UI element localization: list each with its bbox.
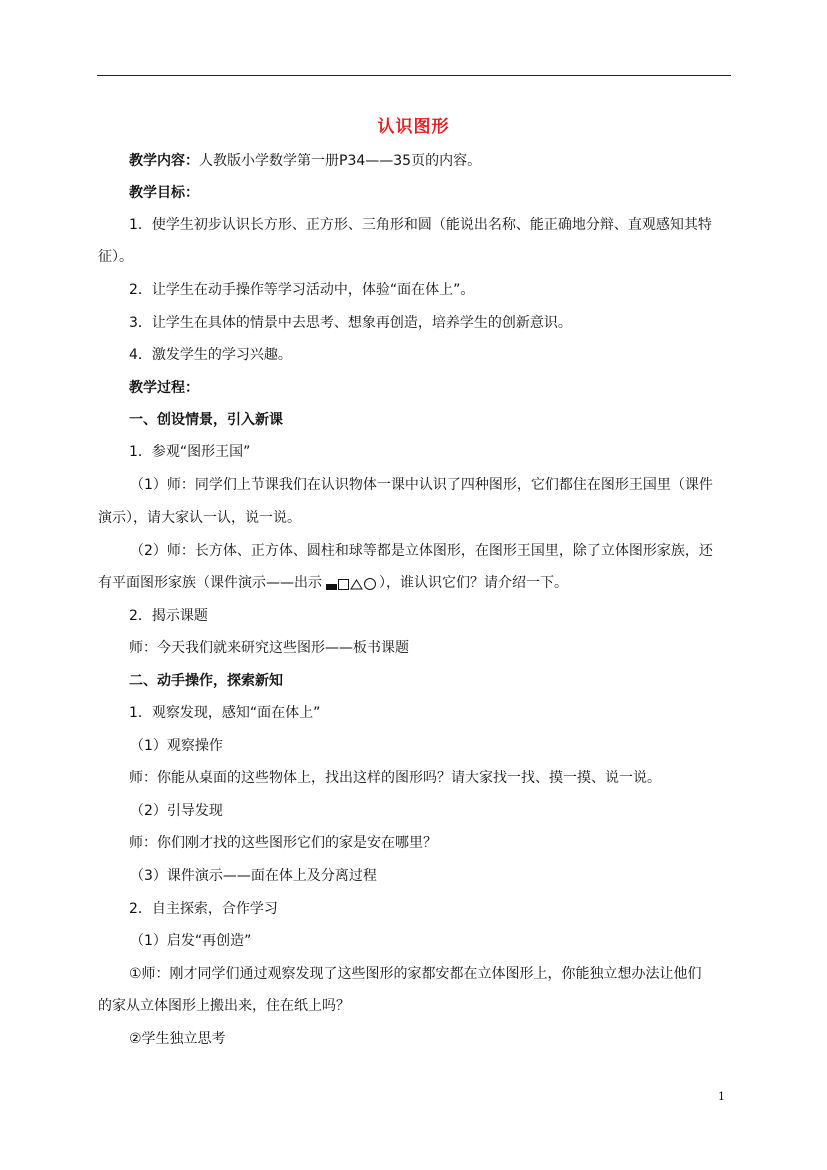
goal-item-3: 3．让学生在具体的情景中去思考、想象再创造，培养学生的创新意识。	[129, 315, 572, 331]
section2-line-6: （3）课件演示——面在体上及分离过程	[130, 868, 377, 884]
process-label: 教学过程：	[129, 380, 199, 396]
section1-line-4: （2）师：长方体、正方体、圆柱和球等都是立体图形，在图形王国里，除了立体图形家族，还	[130, 543, 713, 559]
content-line	[129, 152, 481, 170]
section2-line-8: （1）启发“再创造”	[130, 933, 252, 949]
section1-line-5-a: 有平面图形家族（课件演示——出示	[98, 575, 322, 591]
circle-icon	[364, 578, 376, 590]
header-rule	[97, 75, 731, 76]
section1-heading: 一、创设情景，引入新课	[129, 412, 283, 428]
filled-rectangle-icon	[326, 584, 337, 590]
shape-icons	[326, 575, 377, 593]
goal-item-1: 1．使学生初步认识长方形、正方形、三角形和圆（能说出名称、能正确地分辩、直观感知其特	[129, 217, 712, 233]
goals-label: 教学目标：	[129, 185, 199, 201]
content-text: 人教版小学数学第一册P34——35页的内容。	[199, 153, 482, 169]
section2-line-11: ②学生独立思考	[129, 1031, 226, 1047]
section1-line-2: （1）师：同学们上节课我们在认识物体一课中认识了四种图形，它们都住在图形王国里（课件	[130, 477, 713, 493]
section2-line-10: 的家从立体图形上搬出来，住在纸上吗？	[98, 998, 350, 1014]
page-number: 1	[718, 1090, 725, 1103]
section2-line-5: 师：你们刚才找的这些图形它们的家是安在哪里？	[129, 835, 437, 851]
section2-line-4: （2）引导发现	[130, 803, 223, 819]
section2-line-1: 1．观察发现，感知“面在体上”	[129, 705, 321, 721]
section1-line-1: 1．参观“图形王国”	[129, 444, 251, 460]
triangle-icon	[350, 579, 363, 590]
section1-line-5	[98, 574, 568, 593]
goal-item-1-cont: 征）。	[98, 249, 133, 265]
section2-line-7: 2．自主探索，合作学习	[129, 901, 278, 917]
goal-item-4: 4．激发学生的学习兴趣。	[129, 347, 292, 363]
goal-item-2: 2．让学生在动手操作等学习活动中，体验“面在体上”。	[129, 282, 475, 298]
section1-line-5-b: ），谁认识它们？请介绍一下。	[379, 575, 568, 591]
section2-heading: 二、动手操作，探索新知	[129, 673, 283, 689]
section2-line-3: 师：你能从桌面的这些物体上，找出这样的图形吗？请大家找一找、摸一摸、说一说。	[129, 770, 661, 786]
content-label: 教学内容：	[129, 153, 199, 169]
page-title: 认识图形	[377, 117, 450, 137]
section1-line-3: 演示），请大家认一认，说一说。	[98, 510, 301, 526]
section2-line-9: ①师：刚才同学们通过观察发现了这些图形的家都安都在立体图形上，你能独立想办法让他们	[129, 966, 702, 982]
square-icon	[338, 579, 349, 590]
section2-line-2: （1）观察操作	[130, 738, 223, 754]
section1-line-7: 师：今天我们就来研究这些图形——板书课题	[129, 640, 409, 656]
section1-line-6: 2．揭示课题	[129, 608, 208, 624]
